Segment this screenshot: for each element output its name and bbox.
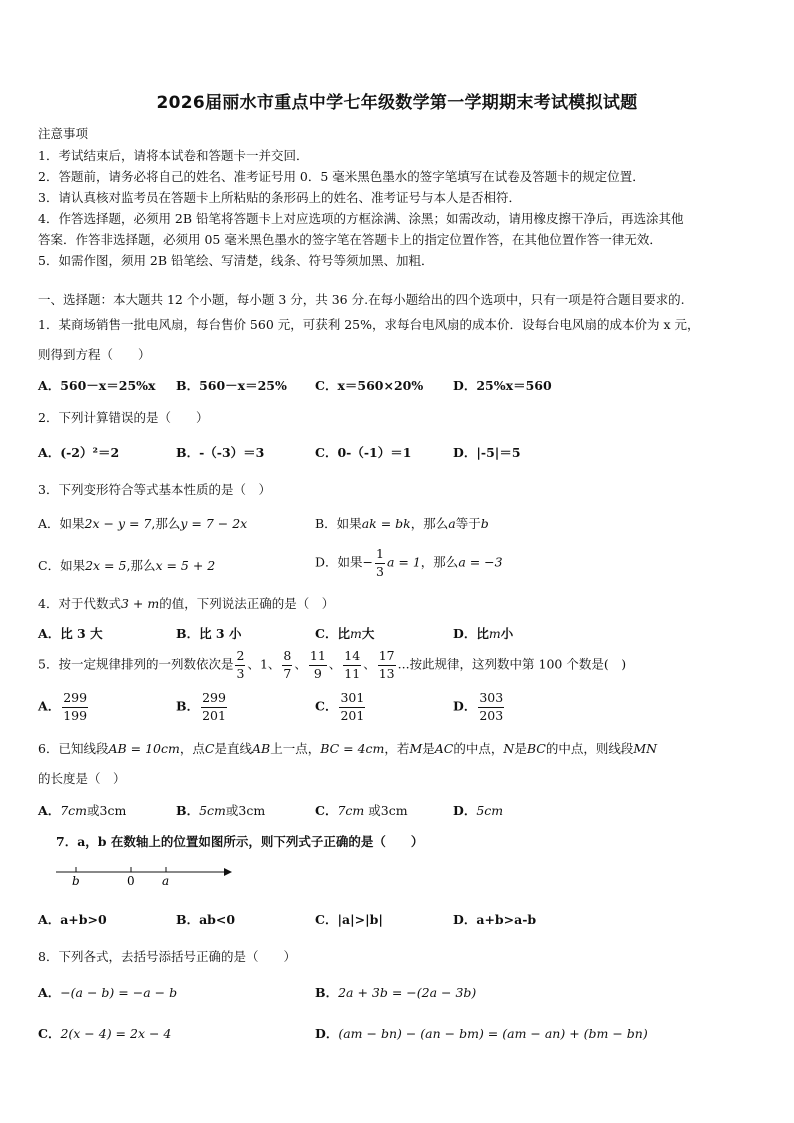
question-1-option-d[interactable]: D．25%x＝560: [453, 378, 552, 393]
fraction-denominator: 13: [378, 665, 395, 681]
math-expr: BC: [526, 741, 546, 756]
question-1-option-a[interactable]: A．560－x＝25%x: [38, 378, 156, 393]
option-text: ，那么: [420, 554, 459, 570]
option-text: ,那么: [151, 516, 181, 531]
stem-text: 上一点，: [270, 741, 321, 756]
question-2-option-b[interactable]: B．-（-3）＝3: [176, 445, 265, 460]
math-expr: N: [503, 741, 515, 756]
option-text: 或3cm: [225, 803, 266, 818]
math-expr: M: [409, 741, 423, 756]
fraction-numerator: 299: [201, 692, 227, 708]
option-label: C．: [315, 803, 338, 818]
question-8-option-d[interactable]: [315, 1024, 648, 1042]
stem-text: ...按此规律，这列数中第 100 个数是( ): [397, 656, 627, 672]
math-expr: x = 5 + 2: [155, 558, 216, 573]
question-1-option-b[interactable]: B．560－x＝25%: [176, 378, 287, 393]
question-4-option-a[interactable]: A．比 3 大: [38, 626, 103, 641]
math-expr: a = −3: [458, 554, 503, 570]
stem-text: 是: [514, 741, 527, 756]
option-text: ，那么: [410, 516, 449, 531]
question-7-option-d[interactable]: D．a+b>a-b: [453, 912, 537, 927]
option-label: B．: [176, 803, 200, 818]
option-text: ,那么: [126, 558, 156, 573]
question-3-option-a[interactable]: [38, 514, 247, 532]
separator: 、: [363, 656, 376, 672]
question-4-option-d[interactable]: [453, 624, 513, 642]
option-text: A．如果: [38, 516, 85, 531]
stem-text: 6．已知线段: [38, 741, 109, 756]
math-expr: AC: [434, 741, 454, 756]
stem-text: 的值，下列说法正确的是（ ）: [159, 596, 335, 611]
option-label: D．: [453, 698, 477, 714]
separator: 、: [294, 656, 307, 672]
question-4-option-c[interactable]: [315, 624, 374, 642]
fraction: [478, 692, 504, 722]
question-7-stem: 7．a，b 在数轴上的位置如图所示，则下列式子正确的是（ ）: [56, 834, 424, 849]
arrow-right-icon: [224, 868, 232, 876]
question-3-stem: 3．下列变形符合等式基本性质的是（ ）: [38, 482, 271, 497]
question-2-option-a[interactable]: A．(-2）²＝2: [38, 445, 120, 460]
math-expr: 7cm: [60, 803, 88, 818]
fraction: [235, 650, 245, 680]
option-text: 或3cm: [87, 803, 127, 818]
stem-text: 5．按一定规律排列的一列数依次是: [38, 656, 234, 672]
question-5-option-d[interactable]: [453, 692, 506, 722]
math-expr: −: [362, 554, 374, 570]
question-1-stem: 1．某商场销售一批电风扇，每台售价 560 元，可获利 25%，求每台电风扇的成本价．设每台电风扇的成本价为 x 元，: [38, 317, 700, 332]
math-expr: a: [448, 516, 456, 531]
stem-text: 是直线: [214, 741, 252, 756]
fraction-numerator: 299: [62, 692, 88, 708]
option-text: C．比: [315, 626, 350, 641]
question-5-stem: [38, 650, 626, 680]
label-a: a: [162, 874, 170, 888]
fraction: [339, 692, 365, 722]
math-expr: 3 + m: [120, 596, 160, 611]
fraction: [201, 692, 227, 722]
option-text: 小: [500, 626, 514, 641]
fraction-denominator: 3: [236, 665, 245, 681]
math-expr: m: [488, 626, 501, 641]
option-label: A．: [38, 698, 61, 714]
option-text: D．比: [453, 626, 489, 641]
math-expr: (am − bn) − (an − bm) = (am − an) + (bm − bn): [338, 1026, 648, 1041]
question-5-option-c[interactable]: [315, 692, 367, 722]
question-6-option-b[interactable]: [176, 801, 265, 819]
math-expr: 5cm: [476, 803, 504, 818]
fraction-denominator: 201: [202, 707, 226, 723]
math-expr: 2a + 3b = −(2a − 3b): [338, 985, 477, 1000]
question-6-option-d[interactable]: [453, 801, 503, 819]
question-8-stem: 8．下列各式，去括号添括号正确的是（ ）: [38, 949, 296, 964]
fraction-numerator: 8: [282, 650, 292, 666]
option-text: B．如果: [315, 516, 362, 531]
math-expr: C: [204, 741, 215, 756]
page-title: 2026届丽水市重点中学七年级数学第一学期期末考试模拟试题: [156, 93, 638, 113]
math-expr: 2x = 5: [85, 558, 127, 573]
option-text: C．如果: [38, 558, 86, 573]
question-6-option-c[interactable]: [315, 801, 408, 819]
question-6-option-a[interactable]: [38, 801, 126, 819]
notice-heading: 注意事项: [38, 126, 89, 141]
fraction: [282, 650, 292, 680]
question-1-option-c[interactable]: C．x＝560×20%: [315, 378, 424, 393]
math-expr: −(a − b) = −a − b: [60, 985, 178, 1000]
stem-text: ，若: [384, 741, 410, 756]
stem-text: ，点: [179, 741, 205, 756]
notice-item: 2．答题前，请务必将自己的姓名、准考证号用 0．5 毫米黑色墨水的签字笔填写在试卷及答题卡的规定位置．: [38, 169, 645, 184]
math-expr: a = 1: [386, 554, 421, 570]
separator: 、: [247, 656, 260, 672]
notice-item: 5．如需作图，须用 2B 铅笔绘、写清楚，线条、符号等须加黑、加粗．: [38, 253, 434, 268]
notice-item: 1．考试结束后，请将本试卷和答题卡一并交回．: [38, 148, 309, 163]
question-5-option-b[interactable]: [176, 692, 229, 722]
question-7-option-b[interactable]: B．ab<0: [176, 912, 236, 927]
fraction-numerator: 14: [343, 650, 361, 666]
question-8-option-c[interactable]: [38, 1024, 171, 1042]
option-text: 或3cm: [364, 803, 408, 818]
math-expr: MN: [633, 741, 658, 756]
option-label: C．: [315, 698, 338, 714]
fraction-denominator: 203: [479, 707, 504, 723]
math-expr: 2(x − 4) = 2x − 4: [60, 1026, 172, 1041]
option-label: B．: [315, 985, 339, 1000]
question-3-option-c[interactable]: [38, 556, 215, 574]
question-5-option-a[interactable]: [38, 692, 90, 722]
fraction-numerator: 301: [339, 692, 365, 708]
fraction-denominator: 199: [63, 707, 88, 723]
option-label: D．: [453, 803, 477, 818]
stem-text: 的中点，则线段: [545, 741, 634, 756]
option-label: A．: [38, 803, 61, 818]
math-expr: y = 7 − 2x: [180, 516, 248, 531]
question-2-option-d[interactable]: D．|-5|＝5: [453, 445, 521, 460]
question-6-stem: [38, 739, 657, 757]
option-label: C．: [38, 1026, 61, 1041]
fraction: [378, 650, 396, 680]
option-label: A．: [38, 985, 61, 1000]
question-3-option-b[interactable]: [315, 514, 489, 532]
question-7-option-c[interactable]: C．|a|>|b|: [315, 912, 383, 927]
math-expr: AB = 10cm: [108, 741, 180, 756]
question-2-stem: 2．下列计算错误的是（ ）: [38, 410, 209, 425]
section-heading: 一、选择题：本大题共 12 个小题，每小题 3 分，共 36 分.在每小题给出的四个选项中，只有一项是符合题目要求的.: [38, 292, 685, 307]
question-1-stem-cont: 则得到方程（ ）: [38, 347, 151, 362]
fraction-numerator: 17: [378, 650, 396, 666]
option-text: D．如果: [315, 554, 363, 570]
separator: 、: [328, 656, 342, 672]
fraction: [62, 692, 88, 722]
label-b: b: [72, 874, 80, 888]
fraction: [375, 548, 385, 578]
math-expr: BC = 4cm: [320, 741, 385, 756]
fraction-denominator: 11: [344, 665, 361, 681]
fraction-denominator: 201: [340, 707, 365, 723]
math-expr: AB: [251, 741, 271, 756]
math-expr: 7cm: [337, 803, 365, 818]
math-expr: ak = bk: [361, 516, 411, 531]
question-6-stem-cont: 的长度是（ ）: [38, 771, 126, 786]
notice-item: 答案．作答非选择题，必须用 05 毫米黑色墨水的签字笔在答题卡上的指定位置作答，在其他位置作答一律无效．: [38, 232, 662, 247]
stem-text: 4．对于代数式: [38, 596, 121, 611]
math-expr: b: [480, 516, 489, 531]
math-expr: 2x − y = 7: [84, 516, 152, 531]
question-7-option-a[interactable]: A．a+b>0: [38, 912, 107, 927]
question-4-stem: [38, 594, 334, 612]
question-2-option-c[interactable]: C．0-（-1）＝1: [315, 445, 412, 460]
fraction-numerator: 1: [375, 548, 385, 564]
sequence-term: 1: [259, 656, 268, 672]
option-text: 大: [361, 626, 375, 641]
notice-item: 3．请认真核对监考员在答题卡上所粘贴的条形码上的姓名、准考证号与本人是否相符．: [38, 190, 521, 205]
label-zero: 0: [127, 874, 135, 888]
math-expr: m: [349, 626, 362, 641]
option-label: B．: [176, 698, 200, 714]
question-8-option-b[interactable]: [315, 983, 476, 1001]
fraction-denominator: 3: [376, 563, 384, 579]
question-4-option-b[interactable]: B．比 3 小: [176, 626, 242, 641]
fraction-numerator: 11: [309, 650, 327, 666]
fraction: [343, 650, 361, 680]
fraction-numerator: 303: [478, 692, 504, 708]
option-label: D．: [315, 1026, 339, 1041]
notice-item: 4．作答选择题，必须用 2B 铅笔将答题卡上对应选项的方框涂满、涂黑；如需改动，请用橡皮擦干净后，再选涂其他: [38, 211, 684, 226]
stem-text: 是: [422, 741, 435, 756]
fraction-denominator: 7: [283, 665, 292, 681]
fraction-numerator: 2: [235, 650, 245, 666]
math-expr: 5cm: [199, 803, 226, 818]
separator: 、: [267, 656, 281, 672]
fraction-denominator: 9: [313, 665, 322, 681]
stem-text: 的中点，: [453, 741, 504, 756]
fraction: [309, 650, 327, 680]
question-8-option-a[interactable]: [38, 983, 177, 1001]
number-line-figure: [54, 862, 234, 888]
option-text: 等于: [455, 516, 481, 531]
question-3-option-d[interactable]: [315, 548, 503, 578]
